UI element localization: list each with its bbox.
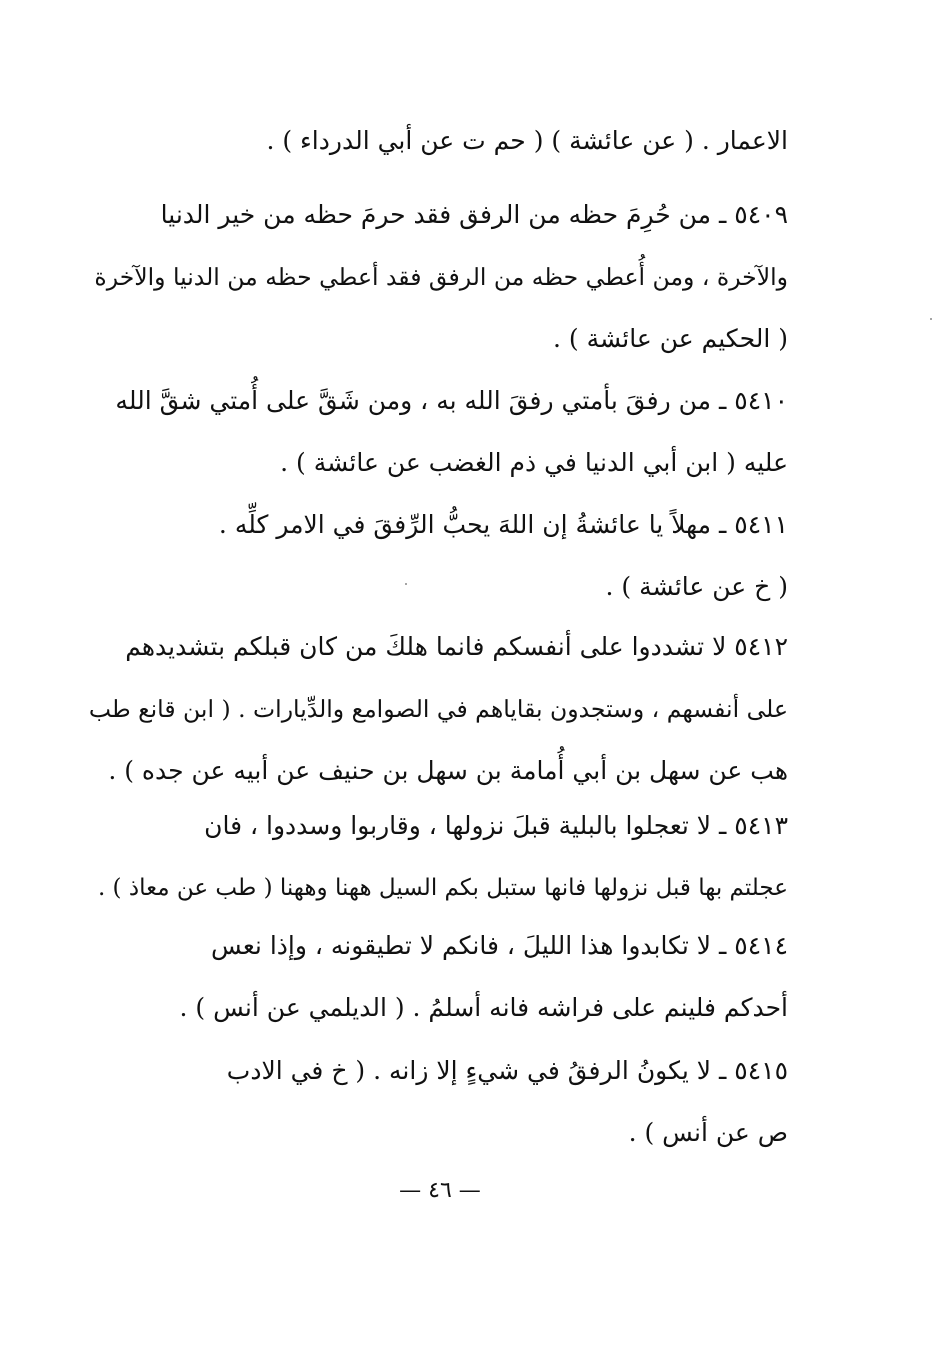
body-text <box>88 110 788 172</box>
hadith-5409 <box>88 184 788 370</box>
scan-speck <box>405 583 407 585</box>
text-line: ( خ عن عائشة ) . <box>605 572 788 601</box>
text-line: ٥٤٠٩ ـ من حُرِمَ حظه من الرفق فقد حرمَ حظه من خير الدنيا <box>160 200 788 229</box>
text-line: ص عن أنس ) . <box>628 1118 788 1147</box>
hadith-5411 <box>88 494 788 618</box>
page-number: — ٤٦ — <box>399 1178 481 1203</box>
text-line: ( الحكيم عن عائشة ) . <box>552 324 788 353</box>
text-line: ٥٤١٠ ـ من رفقَ بأمتي رفقَ الله به ، ومن شَقَّ على أُمتي شقَّ الله <box>115 386 788 415</box>
text-line: عجلتم بها قبل نزولها فانها ستبل بكم السيل ههنا وههنا ( طب عن معاذ ) . <box>97 875 788 901</box>
text-line: ٥٤١١ ـ مهلاً يا عائشةُ إن اللهَ يحبُّ الرِّفقَ في الامر كلِّه . <box>218 510 788 539</box>
hadith-5412 <box>88 616 788 802</box>
hadith-5410 <box>88 370 788 494</box>
text-line: أحدكم فلينم على فراشه فانه أسلمُ . ( الديلمي عن أنس ) . <box>179 993 788 1022</box>
text-line: ٥٤١٥ ـ لا يكونُ الرفقُ في شيءٍ إلا زانه . ( خ في الادب <box>226 1056 788 1085</box>
text-line: هب عن سهل بن أبي أُمامة بن سهل بن حنيف عن أبيه عن جده ) . <box>108 756 788 785</box>
text-line: والآخرة ، ومن أُعطي حظه من الرفق فقد أعطي حظه من الدنيا والآخرة <box>94 263 788 291</box>
text-line: ٥٤١٣ ـ لا تعجلوا بالبلية قبلَ نزولها ، وقاربوا وسددوا ، فان <box>204 811 788 840</box>
text-line: ٥٤١٢ لا تشددوا على أنفسكم فانما هلكَ من كان قبلكم بتشديدهم <box>125 632 788 661</box>
scan-speck <box>930 318 932 320</box>
text-line: ٥٤١٤ ـ لا تكابدوا هذا الليلَ ، فانكم لا تطيقونه ، وإذا نعس <box>211 931 788 960</box>
hadith-5414 <box>88 915 788 1039</box>
hadith-5413 <box>88 795 788 919</box>
text-line: الاعمار . ( عن عائشة ) ( حم ت عن أبي الدرداء ) . <box>266 126 788 155</box>
text-line: عليه ( ابن أبي الدنيا في ذم الغضب عن عائشة ) . <box>280 448 788 477</box>
text-line: على أنفسهم ، وستجدون بقاياهم في الصوامع والدِّيارات . ( ابن قانع طب <box>88 695 788 723</box>
hadith-5415 <box>88 1040 788 1164</box>
